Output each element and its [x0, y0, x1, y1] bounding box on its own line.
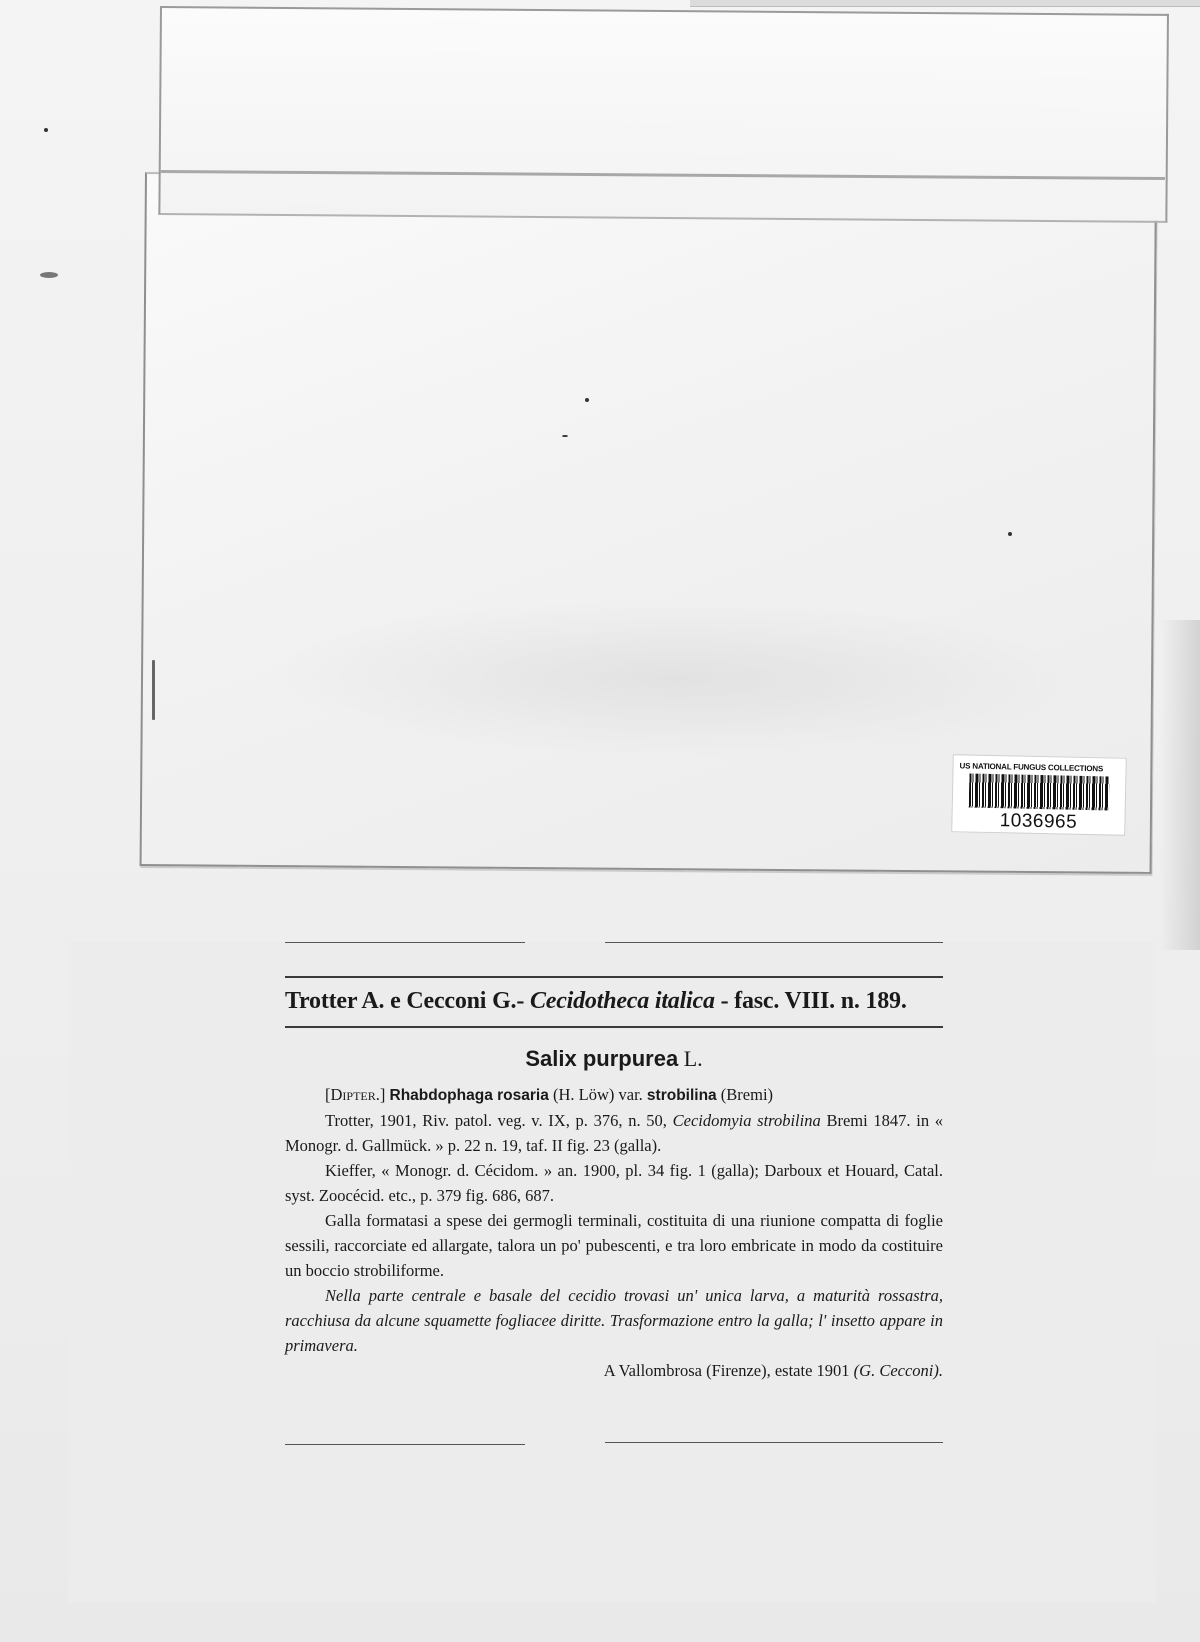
locality-line: [285, 1358, 943, 1383]
host-species: [285, 1046, 943, 1072]
insect-variety: strobilina: [646, 1087, 717, 1104]
label-text-block: [285, 942, 943, 1602]
top-rule-left: [285, 942, 525, 943]
printed-label: [68, 942, 1156, 1602]
reference-bremi: Bremi 1847. in « Monogr. d. Gallmück. » p. 22 n. 19, taf. II fig. 23 (galla).: [285, 1111, 944, 1155]
envelope-flap: [158, 6, 1169, 223]
bottom-rule-left: [285, 1444, 525, 1445]
top-rule-right: [605, 942, 943, 943]
host-author: L.: [683, 1046, 703, 1071]
host-name: Salix purpurea: [525, 1046, 679, 1071]
speck: [40, 272, 58, 278]
barcode: [969, 774, 1110, 811]
speck: [585, 398, 589, 402]
label-body: [285, 1082, 943, 1383]
speck: [152, 660, 155, 720]
barcode-sticker: [951, 754, 1127, 836]
collection-name: US NATIONAL FUNGUS COLLECTIONS: [959, 761, 1104, 774]
collector: (G. Cecconi).: [853, 1361, 943, 1380]
gall-maker-line: [285, 1082, 943, 1108]
header-authors: Trotter A. e Cecconi G.-: [285, 988, 525, 1014]
insect-species: Rhabdophaga rosaria: [389, 1087, 549, 1104]
order-tag: [Dipter.]: [325, 1085, 386, 1104]
reference-kieffer: Kieffer, « Monogr. d. Cécidom. » an. 1900, pl. 34 fig. 1 (galla); Darboux et Houard, Catal. syst. Zoocécid. etc., p. 379 fig. 686, 687.: [285, 1161, 943, 1205]
header-rule-bottom: [285, 1026, 943, 1028]
envelope-fold-shadow: [262, 595, 1083, 761]
header-series: Cecidotheca italica: [529, 988, 715, 1014]
right-shadow: [1160, 620, 1200, 950]
speck: [562, 435, 568, 437]
insect-variety-author: (Bremi): [720, 1085, 774, 1104]
insect-species-author: (H. Löw) var.: [552, 1085, 643, 1104]
reference-trotter: [285, 1108, 943, 1158]
header-rule-top: [285, 976, 943, 978]
reference-trotter-text: Trotter, 1901, Riv. patol. veg. v. IX, p. 376, n. 50,: [325, 1111, 667, 1130]
speck: [44, 128, 48, 132]
synonym: Cecidomyia strobilina: [672, 1111, 821, 1130]
larva-note: Nella parte centrale e basale del cecidio trovasi un' unica larva, a maturità rossastra, racchiusa da alcune squamette fogliacee diritte. Trasformazione entro la galla; l' insetto appare in primavera.: [285, 1286, 943, 1355]
speck: [1008, 532, 1012, 536]
gall-description: Galla formatasi a spese dei germogli terminali, costituita di una riunione compatta di foglie sessili, raccorciate ed allargate, talora un po' pubescenti, e tra loro embricate in modo da costituire un boccio strobiliforme.: [285, 1211, 943, 1280]
catalog-number: 1036965: [999, 810, 1078, 833]
top-paper-edge: [690, 0, 1200, 7]
locality: A Vallombrosa (Firenze), estate 1901: [603, 1361, 850, 1380]
bottom-rule-right: [605, 1442, 943, 1443]
header-fascicle: - fasc. VIII. n. 189.: [720, 988, 907, 1014]
label-header: [285, 988, 943, 1015]
